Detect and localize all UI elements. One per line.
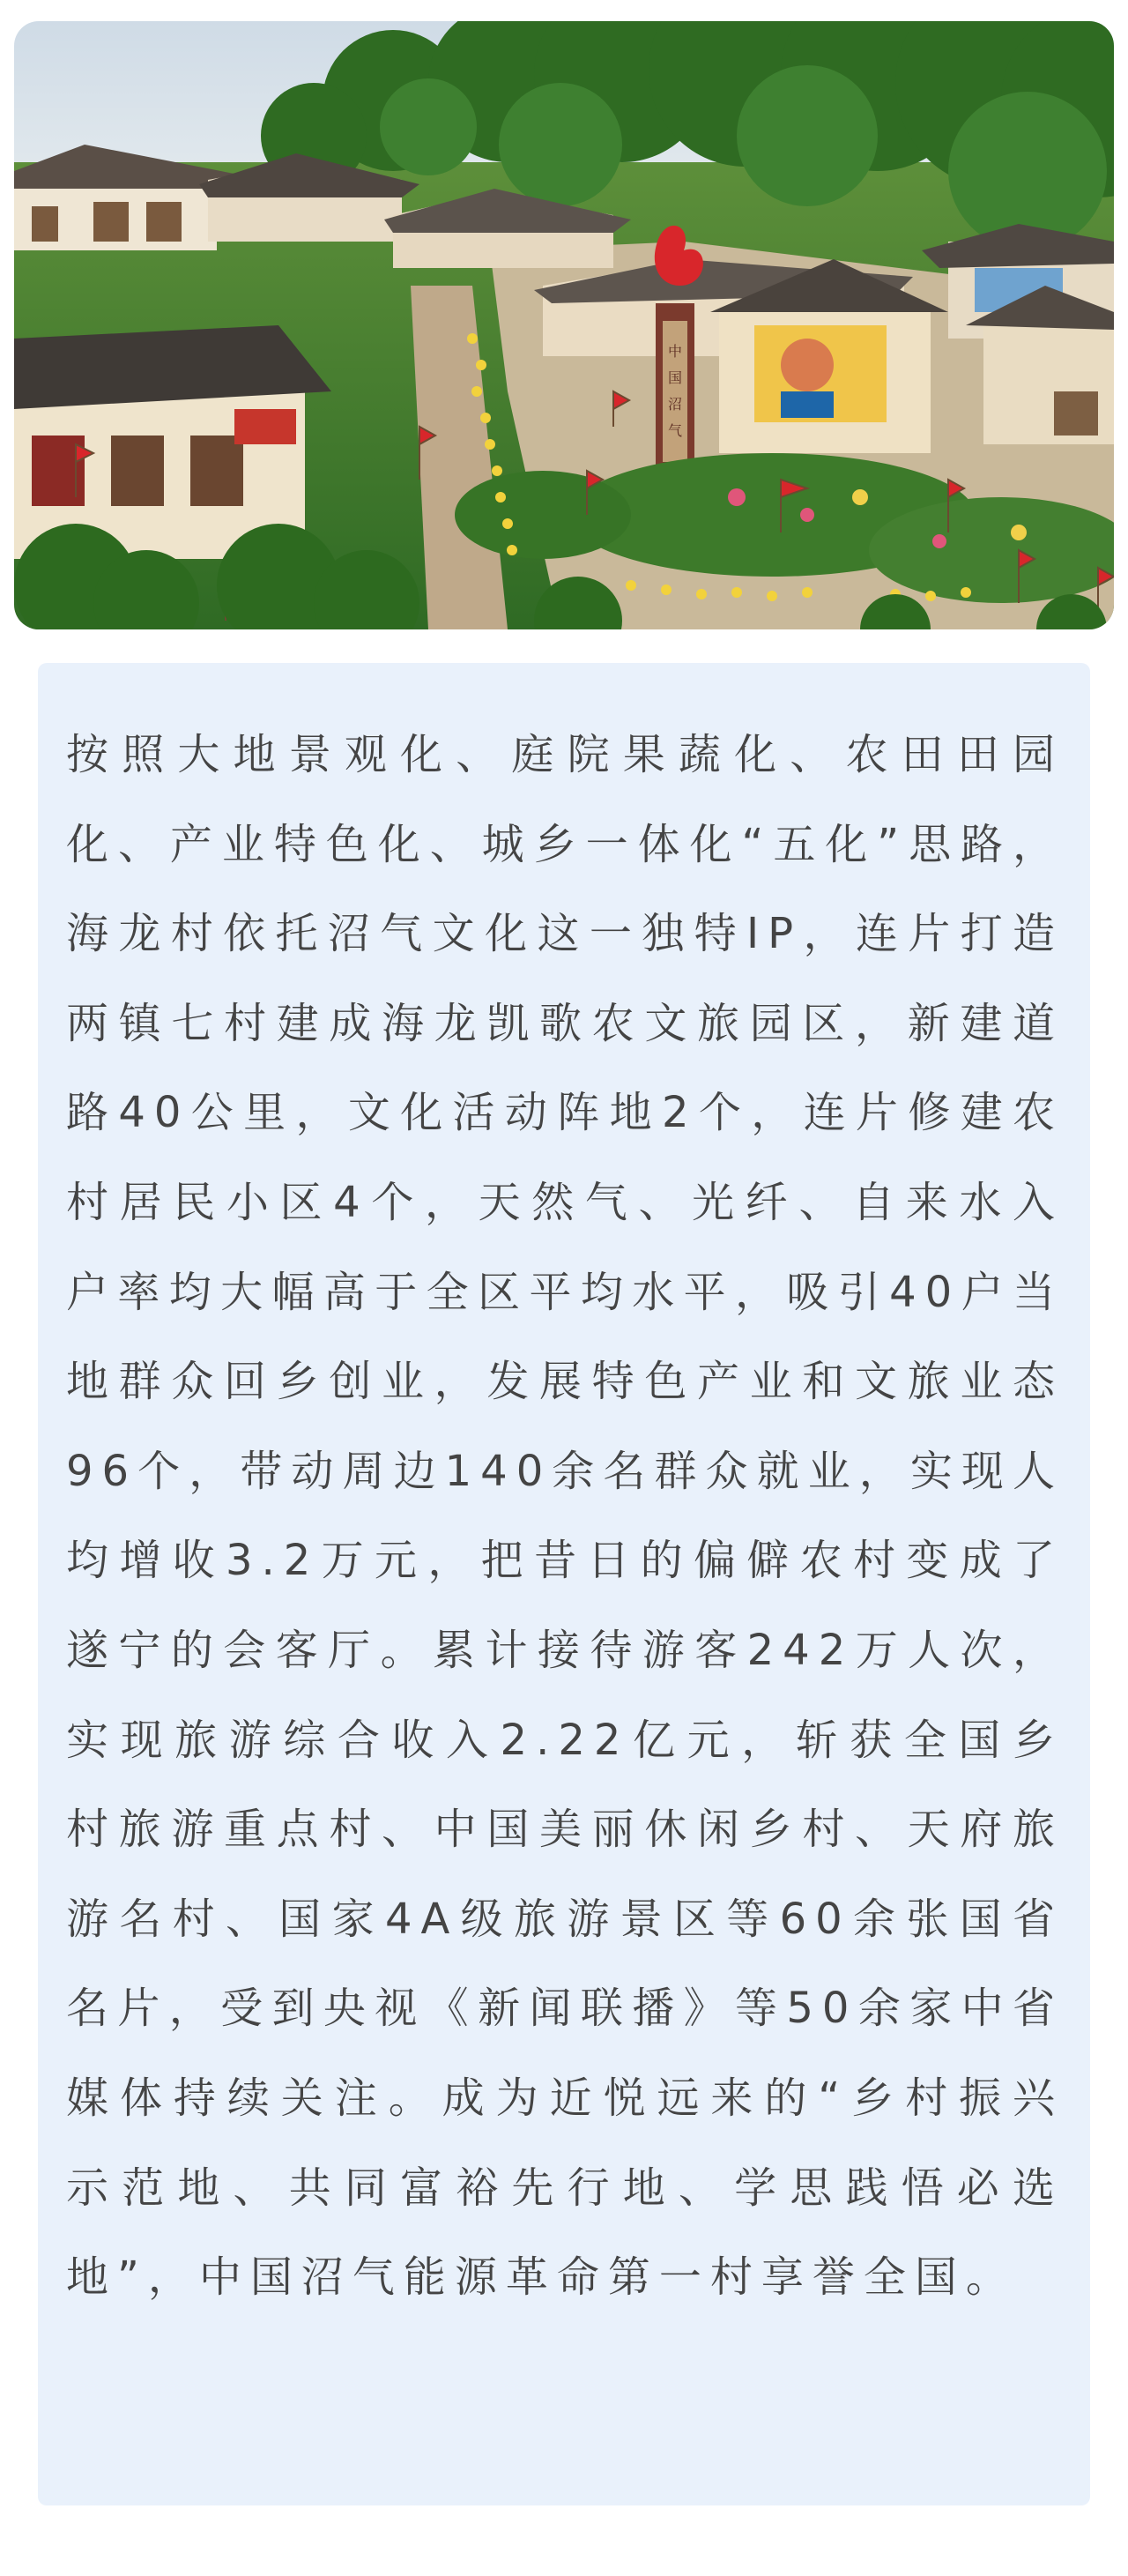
building-bottom-left <box>14 325 331 559</box>
article-card <box>38 663 1090 2505</box>
article-paragraph: 按照大地景观化、庭院果蔬化、农田田园化、产业特色化、城乡一体化“五化”思路，海龙村依托沼气文化这一独特IP，连片打造两镇七村建成海龙凯歌农文旅园区，新建道路40公里，文化活动阵地2个，连片修建农村居民小区4个，天然气、光纤、自来水入户率均大幅高于全区平均水平，吸引40户当地群众回乡创业，发展特色产业和文旅业态96个，带动周边140余名群众就业，实现人均增收3.2万元，把昔日的偏僻农村变成了遂宁的会客厅。累计接待游客242万人次，实现旅游综合收入2.22亿元，斩获全国乡村旅游重点村、中国美丽休闲乡村、天府旅游名村、国家4A级旅游景区等60余张国省名片，受到央视《新闻联播》等50余家中省媒体持续关注。成为近悦远来的“乡村振兴示范地、共同富裕先行地、学思践悟必选地”，中国沼气能源革命第一村享誉全国。 <box>66 730 1064 2303</box>
sign-text: 中国沼气 <box>667 343 683 439</box>
hero-photo <box>14 21 1114 629</box>
village-aerial-image <box>14 21 1114 629</box>
